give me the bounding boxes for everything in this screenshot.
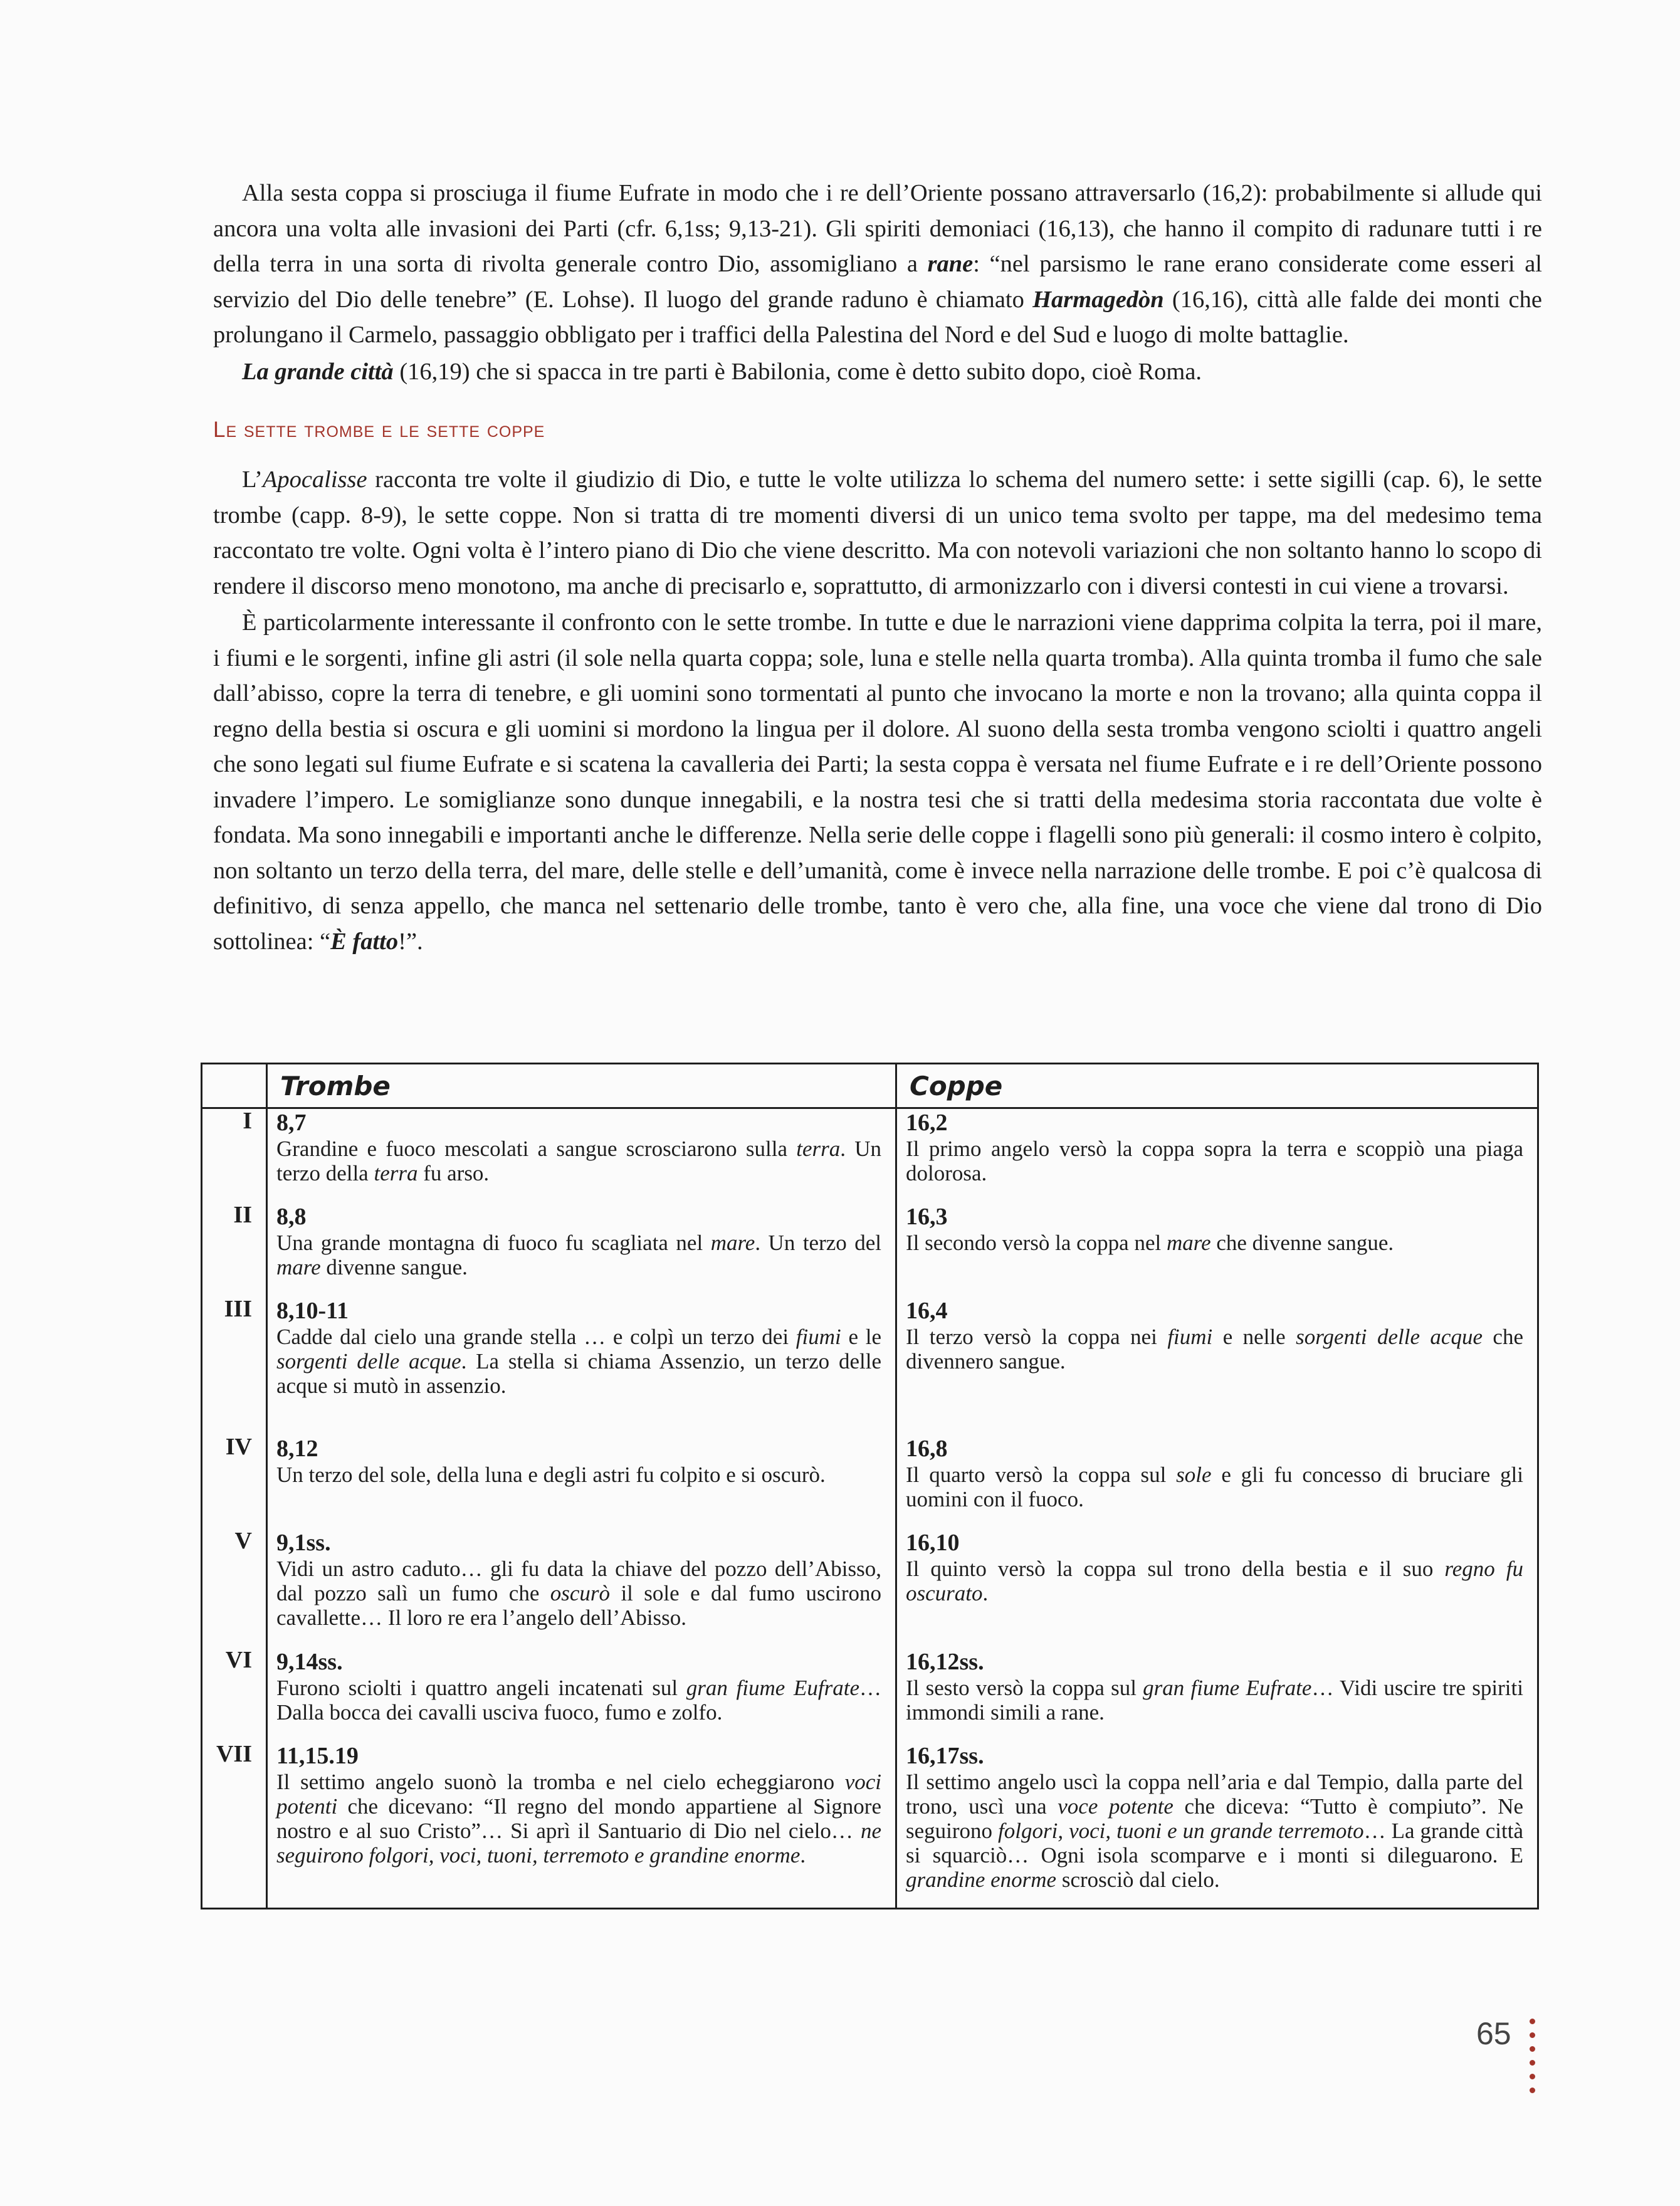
paragraph-grande-citta <box>213 354 1542 390</box>
text-run: … Vidi uscire tre spiriti immondi simili a rane. <box>906 1676 1523 1725</box>
emphasis: fiumi <box>795 1325 841 1349</box>
coppe-cell <box>896 1435 1538 1529</box>
ornament-dot <box>1530 2032 1535 2038</box>
term-harmagedon: Harmagedòn <box>1032 286 1164 313</box>
text-run: … La grande città si squarciò… Ogni isola scomparve e i monti si dileguarono. E <box>906 1819 1523 1867</box>
verse-ref: 16,10 <box>906 1530 960 1556</box>
text-run: Il quarto versò la coppa sul <box>906 1463 1177 1487</box>
verse-ref: 8,7 <box>276 1110 307 1136</box>
emphasis: regno fu oscurato <box>906 1557 1523 1605</box>
row-number: VII <box>202 1742 267 1909</box>
verse-ref: 16,3 <box>906 1204 948 1230</box>
text-run: Cadde dal cielo una grande stella … e colpì un terzo dei <box>276 1325 796 1349</box>
text-run: Il settimo angelo suonò la tromba e nel cielo echeggiarono <box>276 1770 845 1794</box>
text-run: che divennero sangue. <box>906 1325 1523 1373</box>
text-run: . La stella si chiama Assenzio, un terzo delle acque si mutò in assenzio. <box>276 1349 881 1398</box>
emphasis: voce potente <box>1058 1794 1173 1819</box>
text-run: !”. <box>398 928 423 955</box>
coppe-cell <box>896 1108 1538 1204</box>
verse-ref: 8,10-11 <box>276 1298 349 1324</box>
emphasis: mare <box>710 1231 755 1255</box>
text-run: racconta tre volte il giudizio di Dio, e tutte le volte utilizza lo schema del numero sette: i sette sigilli (cap. 6), le sette trombe (capp. 8-9), le sette coppe. Non si tratta di tre momenti diversi di un unico tema svolto per tappe, ma del medesimo tema raccontato tre volte. Ogni volta è l’intero piano di Dio che viene descritto. Ma con notevoli variazioni che non soltanto hanno lo scopo di rendere il discorso meno monotono, ma anche di precisarlo e, soprattutto, di armonizzarlo con i diversi contesti in cui viene a trovarsi. <box>213 466 1542 599</box>
verse-ref: 11,15.19 <box>276 1743 359 1769</box>
term-grande-citta: La grande città <box>242 358 394 385</box>
emphasis: terra <box>374 1161 418 1185</box>
verse-ref: 16,12ss. <box>906 1649 984 1675</box>
table-row <box>202 1108 1538 1204</box>
section-title: Le sette trombe e le sette coppe <box>213 418 545 442</box>
text-run: Il sesto versò la coppa sul <box>906 1676 1143 1700</box>
text-run: Alla sesta coppa si prosciuga il fiume Eufrate in modo che i re dell’Oriente possano attraversarlo (16,2): probabilmente si allude qui ancora una volta alle invasioni dei Parti (cfr. 6,1ss; 9,13-21). Gli spiriti demoniaci (16,13), che hanno il compito di radunare tutti i re della terra in una sorta di rivolta generale contro Dio, assomigliano a <box>213 180 1542 277</box>
text-run: che divenne sangue. <box>1210 1231 1394 1255</box>
term-rane: rane <box>927 251 974 277</box>
page-number: 65 <box>1476 2016 1511 2051</box>
coppe-cell <box>896 1742 1538 1909</box>
coppe-cell <box>896 1297 1538 1435</box>
paragraph-confronto <box>213 605 1542 959</box>
text-run: che dicevano: “Il regno del mondo appartiene al Signore nostro e al suo Cristo”… Si aprì il Santuario di Dio nel cielo… <box>276 1794 881 1843</box>
emphasis: grandine enorme <box>906 1867 1057 1892</box>
emphasis: gran fiume Eufrate <box>686 1676 859 1700</box>
emphasis: fiumi <box>1167 1325 1213 1349</box>
text-run: Il primo angelo versò la coppa sopra la terra e scoppiò una piaga dolorosa. <box>906 1137 1523 1185</box>
verse-ref: 9,14ss. <box>276 1649 343 1675</box>
text-run: il sole e dal fumo uscirono cavallette… Il loro re era l’angelo dell’Abisso. <box>276 1581 881 1630</box>
text-run: (16,16), città alle falde dei monti che prolungano il Carmelo, passaggio obbligato per i traffici della Palestina del Nord e del Sud e luogo di molte battaglie. <box>213 286 1542 348</box>
row-number: VI <box>202 1648 267 1742</box>
term-e-fatto: È fatto <box>330 928 399 955</box>
paragraph-apocalisse <box>213 462 1542 604</box>
text-run: e gli fu concesso di bruciare gli uomini con il fuoco. <box>906 1463 1523 1511</box>
trombe-cell <box>267 1203 896 1297</box>
coppe-cell <box>896 1203 1538 1297</box>
table-row <box>202 1648 1538 1742</box>
text-run: … Dalla bocca dei cavalli usciva fuoco, fumo e zolfo. <box>276 1676 881 1725</box>
verse-ref: 8,8 <box>276 1204 307 1230</box>
body-text <box>213 176 1542 959</box>
table-row <box>202 1529 1538 1648</box>
text-run: . Un terzo della <box>276 1137 882 1185</box>
trombe-cell <box>267 1529 896 1648</box>
row-number: IV <box>202 1435 267 1529</box>
text-run: divenne sangue. <box>320 1255 468 1279</box>
text-run: Una grande montagna di fuoco fu scagliata nel <box>276 1231 711 1255</box>
emphasis: terra <box>796 1137 841 1161</box>
text-run: che diceva: “Tutto è compiuto”. Ne seguirono <box>906 1794 1523 1843</box>
ornament-dot <box>1530 2088 1535 2093</box>
text-run: fu arso. <box>417 1161 490 1185</box>
trombe-cell <box>267 1108 896 1204</box>
verse-ref: 8,12 <box>276 1436 318 1462</box>
row-number: III <box>202 1297 267 1435</box>
ornament-dot <box>1530 2074 1535 2079</box>
text-run: e nelle <box>1212 1325 1296 1349</box>
row-number: II <box>202 1203 267 1297</box>
emphasis: sorgenti delle acque <box>276 1349 461 1373</box>
term-apocalisse: Apocalisse <box>262 466 367 493</box>
text-run: L’ <box>242 466 263 493</box>
emphasis: ne seguirono folgori, voci, tuoni, terremoto e grandine enorme <box>276 1819 881 1867</box>
emphasis: gran fiume Eufrate <box>1143 1676 1312 1700</box>
page-ornament-dots <box>1530 2019 1536 2101</box>
header-trombe: Trombe <box>267 1064 896 1108</box>
text-run: Il secondo versò la coppa nel <box>906 1231 1167 1255</box>
emphasis: sorgenti delle acque <box>1296 1325 1483 1349</box>
text-run: : “nel parsismo le rane erano considerate come esseri al servizio del Dio delle tenebre” (E. Lohse). Il luogo del grande raduno è chiamato <box>213 251 1542 313</box>
emphasis: folgori, voci, tuoni e un grande terremoto <box>998 1819 1364 1843</box>
verse-ref: 16,17ss. <box>906 1743 984 1769</box>
paragraph-sesta-coppa <box>213 176 1542 353</box>
text-run: . <box>800 1843 806 1867</box>
coppe-cell <box>896 1648 1538 1742</box>
verse-ref: 16,4 <box>906 1298 948 1324</box>
text-run: scrosciò dal cielo. <box>1056 1867 1220 1892</box>
text-run: . Un terzo del <box>755 1231 882 1255</box>
text-run: e le <box>841 1325 882 1349</box>
table-header-row <box>202 1064 1538 1108</box>
table-row <box>202 1203 1538 1297</box>
comparison-table <box>201 1063 1539 1909</box>
ornament-dot <box>1530 2060 1535 2066</box>
text-run: Grandine e fuoco mescolati a sangue scrosciarono sulla <box>276 1137 797 1161</box>
table-row <box>202 1297 1538 1435</box>
text-run: (16,19) che si spacca in tre parti è Babilonia, come è detto subito dopo, cioè Roma. <box>393 358 1202 385</box>
row-number: V <box>202 1529 267 1648</box>
emphasis: sole <box>1176 1463 1212 1487</box>
emphasis: oscurò <box>550 1581 611 1605</box>
ornament-dot <box>1530 2019 1535 2024</box>
emphasis: mare <box>1166 1231 1211 1255</box>
emphasis: mare <box>276 1255 321 1279</box>
text-run: Il quinto versò la coppa sul trono della bestia e il suo <box>906 1557 1445 1581</box>
ornament-dot <box>1530 2046 1535 2052</box>
coppe-cell <box>896 1529 1538 1648</box>
trombe-cell <box>267 1435 896 1529</box>
table-row <box>202 1742 1538 1909</box>
verse-ref: 16,8 <box>906 1436 948 1462</box>
trombe-cell <box>267 1648 896 1742</box>
header-coppe: Coppe <box>896 1064 1538 1108</box>
trombe-cell <box>267 1742 896 1909</box>
header-number-cell <box>202 1064 267 1108</box>
table-row <box>202 1435 1538 1529</box>
trombe-cell <box>267 1297 896 1435</box>
text-run: È particolarmente interessante il confronto con le sette trombe. In tutte e due le narrazioni viene dapprima colpita la terra, poi il mare, i fiumi e le sorgenti, infine gli astri (il sole nella quarta coppa; sole, luna e stelle nella quarta tromba). Alla quinta tromba il fumo che sale dall’abisso, copre la terra di tenebre, e gli uomini sono tormentati al punto che invocano la morte e non la trovano; alla quinta coppa il regno della bestia si oscura e gli uomini si mordono la lingua per il dolore. Al suono della sesta tromba vengono sciolti i quattro angeli che sono legati sul fiume Eufrate e si scatena la cavalleria dei Parti; la sesta coppa è versata nel fiume Eufrate e i re dell’Oriente possono invadere l’impero. Le somiglianze sono dunque innegabili, e la nostra tesi che si tratti della medesima storia raccontata due volte è fondata. Ma sono innegabili e importanti anche le differenze. Nella serie delle coppe i flagelli sono più generali: il cosmo intero è colpito, non soltanto un terzo della terra, del mare, delle stelle e dell’umanità, come è invece nella narrazione delle trombe. E poi c’è qualcosa di definitivo, di senza appello, che manca nel settenario delle trombe, tanto è vero che, alla fine, una voce che viene dal trono di Dio sottolinea: “ <box>213 609 1542 955</box>
text-run: Vidi un astro caduto… gli fu data la chiave del pozzo dell’Abisso, dal pozzo salì un fumo che <box>276 1557 881 1605</box>
emphasis: voci potenti <box>276 1770 881 1819</box>
text-run: Il terzo versò la coppa nei <box>906 1325 1168 1349</box>
text-run: Furono sciolti i quattro angeli incatenati sul <box>276 1676 686 1700</box>
verse-ref: 16,2 <box>906 1110 948 1136</box>
verse-ref: 9,1ss. <box>276 1530 331 1556</box>
text-run: Un terzo del sole, della luna e degli astri fu colpito e si oscurò. <box>276 1463 826 1487</box>
text-run: Il settimo angelo uscì la coppa nell’aria e dal Tempio, dalla parte del trono, uscì una <box>906 1770 1523 1819</box>
text-run: . <box>982 1581 989 1605</box>
row-number: I <box>202 1108 267 1204</box>
